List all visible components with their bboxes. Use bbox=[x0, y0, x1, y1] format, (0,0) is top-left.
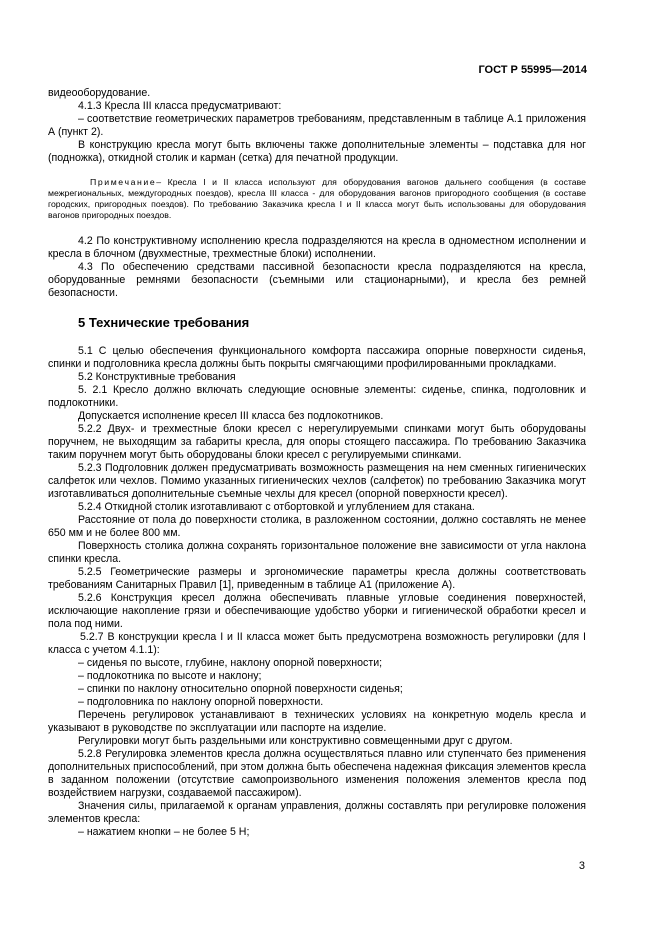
list-item: – сиденья по высоте, глубине, наклону опорной поверхности; bbox=[78, 657, 383, 669]
paragraph-5-2-4-distance: Расстояние от пола до поверхности столика, в разложенном состоянии, должно составлять не менее 650 мм и не более 800 мм. bbox=[48, 514, 586, 539]
paragraph-5-2-3: 5.2.3 Подголовник должен предусматривать возможность размещения на нем сменных гигиенических салфеток или чехлов. Помимо указанных гигиенических чехлов (салфеток) по требованию Заказчика могут изготавливаться дополнительные съемные чехлы для кресел (опорной поверхности кресел). bbox=[48, 462, 586, 500]
paragraph-5-2-1-note: Допускается исполнение кресел III класса без подлокотников. bbox=[78, 410, 384, 422]
paragraph-5-2-5: 5.2.5 Геометрические размеры и эргономические параметры кресла должны соответствовать требованиям Санитарных Правил [1], приведенным в таблице А1 (приложение А). bbox=[48, 566, 586, 591]
note-label: Примечание bbox=[90, 177, 157, 187]
paragraph-5-2-4-surface: Поверхность столика должна сохранять горизонтальное положение вне зависимости от угла наклона спинки кресла. bbox=[48, 540, 586, 565]
paragraph-5-2-1: 5. 2.1 Кресло должно включать следующие основные элементы: сиденье, спинка, подголовник и подлокотники. bbox=[48, 384, 586, 409]
paragraph-5-2-7-combined: Регулировки могут быть раздельными или конструктивно совмещенными друг с другом. bbox=[78, 735, 513, 747]
paragraph-5-2-7: 5.2.7 В конструкции кресла I и II класса может быть предусмотрена возможность регулировки (для I класса с учетом 4.1.1): bbox=[48, 631, 586, 656]
paragraph-5-2-8-button: – нажатием кнопки – не более 5 Н; bbox=[78, 826, 250, 838]
page-number: 3 bbox=[578, 860, 585, 872]
page-content bbox=[48, 87, 586, 839]
paragraph-5-2-8: 5.2.8 Регулировка элементов кресла должна осуществляться плавно или ступенчато без применения дополнительных приспособлений, при этом должна быть обеспечена надежная фиксация элементов кресла в заданном положении (отсутствие самопроизвольного изменения положения элементов кресла под воздействием нагрузки, создаваемой пассажиром). bbox=[48, 748, 586, 799]
paragraph-4-1-3-extra: В конструкцию кресла могут быть включены также дополнительные элементы – подставка для ног (подножка), откидной столик и карман (сетка) для печатной продукции. bbox=[48, 139, 586, 164]
paragraph-4-1-3: 4.1.3 Кресла III класса предусматривают: bbox=[78, 100, 282, 112]
paragraph-5-2: 5.2 Конструктивные требования bbox=[78, 371, 236, 383]
section-5-heading: 5 Технические требования bbox=[78, 315, 250, 330]
paragraph-5-2-6: 5.2.6 Конструкция кресел должна обеспечивать плавные угловые соединения поверхностей, исключающие накопление грязи и обеспечивающие удобство уборки и гигиенической обработки кресел и пола под ними. bbox=[48, 592, 586, 630]
paragraph-4-2: 4.2 По конструктивному исполнению кресла подразделяются на кресла в одноместном исполнении и кресла в блочном (двухместные, трехместные блоки) исполнении. bbox=[48, 235, 586, 260]
note-block bbox=[48, 177, 586, 221]
paragraph-5-2-2: 5.2.2 Двух- и трехместные блоки кресел с нерегулируемыми спинками могут быть оборудованы поручнем, не выходящим за габариты кресла, для опоры стоящего пассажира. По требованию Заказчика таким поручнем могут быть оборудованы блоки кресел с регулируемыми спинками. bbox=[48, 423, 586, 461]
document-code: ГОСТ Р 55995—2014 bbox=[478, 64, 587, 76]
paragraph-4-1-3-item: – соответствие геометрических параметров требованиям, представленным в таблице А.1 приложения А (пункт 2). bbox=[48, 113, 586, 138]
paragraph-5-2-4: 5.2.4 Откидной столик изготавливают с отбортовкой и углублением для стакана. bbox=[78, 501, 475, 513]
paragraph-5-2-7-list: Перечень регулировок устанавливают в технических условиях на конкретную модель кресла и указывают в руководстве по эксплуатации или паспорте на изделие. bbox=[48, 709, 586, 734]
paragraph-4-3: 4.3 По обеспечению средствами пассивной безопасности кресла подразделяются на кресла, оборудованные ремнями безопасности (съемными или стационарными), и кресла без ремней безопасности. bbox=[48, 261, 586, 299]
list-item: – подголовника по наклону опорной поверхности. bbox=[78, 696, 324, 708]
paragraph-continuation: видеооборудование. bbox=[48, 87, 151, 99]
list-item: – подлокотника по высоте и наклону; bbox=[78, 670, 262, 682]
note-text: – Кресла I и II класса используют для оборудования вагонов дальнего сообщения (в составе межрегиональных, междугородных поездов), кресла III класса - для оборудования вагонов пригородного сообщения (в составе городских, пригородных поездов). По требованию Заказчика кресла I и II класса могут быть использованы для оборудования вагонов пригородных поездов. bbox=[48, 177, 586, 220]
paragraph-5-2-8-force: Значения силы, прилагаемой к органам управления, должны составлять при регулировке положения элементов кресла: bbox=[48, 800, 586, 825]
list-item: – спинки по наклону относительно опорной поверхности сиденья; bbox=[78, 683, 403, 695]
paragraph-5-1: 5.1 С целью обеспечения функционального комфорта пассажира опорные поверхности сиденья, спинки и подголовника кресла должны быть покрыты смягчающими профилированными прокладками. bbox=[48, 345, 586, 370]
